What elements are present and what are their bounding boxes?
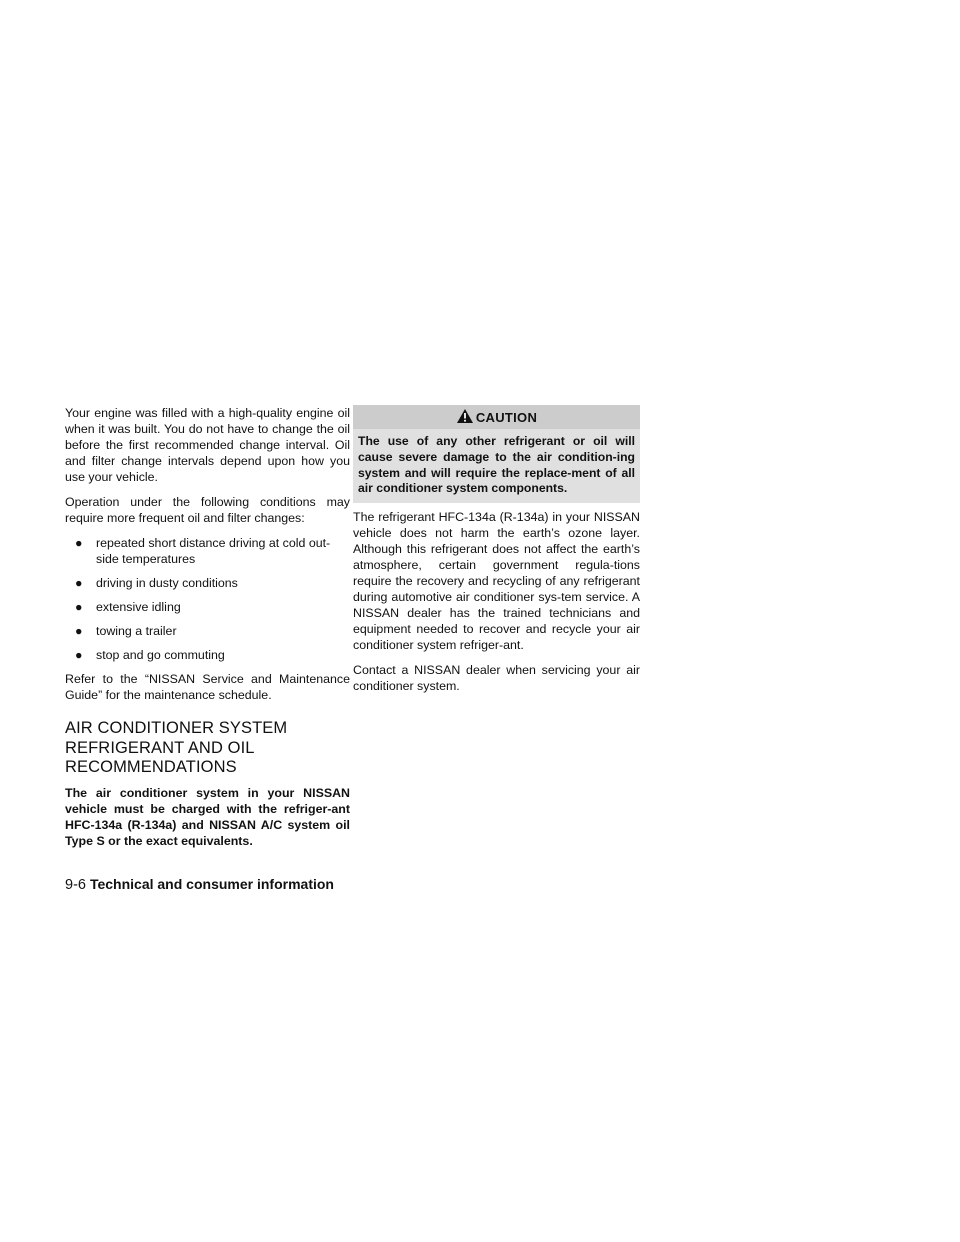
caution-text: The use of any other refrigerant or oil will cause severe damage to the air condition-ing system and will require the replace-ment of all air conditioner system components. xyxy=(358,434,635,496)
list-item: ● extensive idling xyxy=(75,600,181,614)
caution-title: CAUTION xyxy=(475,409,538,425)
caution-header xyxy=(353,405,640,429)
section-heading: AIR CONDITIONER SYSTEM REFRIGERANT AND OIL RECOMMENDATIONS xyxy=(65,719,288,776)
intro-paragraph: Your engine was filled with a high-quality engine oil when it was built. You do not have to change the oil before the first recommended change interval. Oil and filter change intervals depend upon how you use your vehicle. xyxy=(65,406,350,484)
list-item: ● driving in dusty conditions xyxy=(75,576,238,590)
page-footer xyxy=(65,876,334,893)
page-number: 9-6 xyxy=(65,877,86,893)
conditions-list xyxy=(65,535,350,663)
bullet-icon: ● xyxy=(75,600,83,614)
caution-box xyxy=(353,405,640,503)
refrigerant-notice: The air conditioner system in your NISSAN vehicle must be charged with the refriger-ant HFC-134a (R-134a) and NISSAN A/C system oil Type S or the exact equivalents. xyxy=(65,785,350,848)
contact-paragraph: Contact a NISSAN dealer when servicing your air conditioner system. xyxy=(353,663,640,694)
list-item: ● stop and go commuting xyxy=(75,648,225,662)
refrigerant-paragraph: The refrigerant HFC-134a (R-134a) in your NISSAN vehicle does not harm the earth’s ozone layer. Although this refrigerant does not affect the earth’s atmosphere, certain government regula-tions require the recovery and recycling of any refrigerant during automotive air conditioner sys-tem service. A NISSAN dealer has the trained technicians and equipment needed to recover and recycle your air conditioner system refriger-ant. xyxy=(353,510,640,653)
bullet-icon: ● xyxy=(75,576,83,590)
left-column xyxy=(65,405,350,858)
bullet-icon: ● xyxy=(75,624,83,638)
bullet-icon: ● xyxy=(75,536,83,550)
bullet-icon: ● xyxy=(75,648,83,662)
conditions-paragraph: Operation under the following conditions may require more frequent oil and filter changes: xyxy=(65,495,350,525)
list-item: ● towing a trailer xyxy=(75,624,177,638)
warning-triangle-icon xyxy=(456,408,476,427)
reference-paragraph: Refer to the “NISSAN Service and Maintenance Guide” for the maintenance schedule. xyxy=(65,672,350,702)
list-item: ● repeated short distance driving at cold out-side temperatures xyxy=(75,536,331,566)
chapter-title: Technical and consumer information xyxy=(89,876,334,892)
right-column xyxy=(353,405,640,703)
